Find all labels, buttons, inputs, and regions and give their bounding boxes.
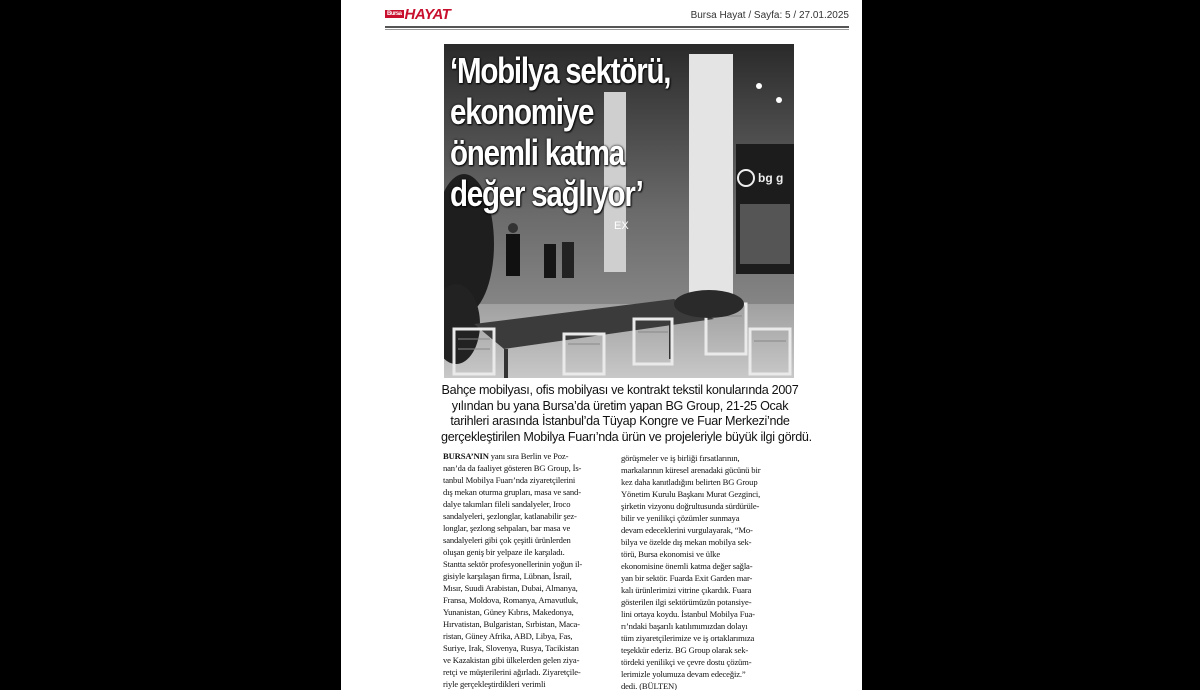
body-line: retçi ve müşterilerini ağırladı. Ziyaretçile-	[443, 667, 581, 677]
body-line: lini ortaya koydu. İstanbul Mobilya Fua-	[621, 609, 755, 619]
body-line: ristan, Güney Afrika, ABD, Libya, Fas,	[443, 631, 573, 641]
body-line: longlar, şezlong sehpaları, bar masa ve	[443, 523, 571, 533]
body-line: riyle gerçekleştirdikleri verimli	[443, 679, 546, 689]
stand-sign-ex: EX	[614, 220, 629, 232]
body-line: Fransa, Moldova, Romanya, Arnavutluk,	[443, 595, 579, 605]
body-line: kalı ürünlerimizi vitrine çıkardık. Fuara	[621, 585, 752, 595]
headline	[450, 50, 729, 214]
body-line: dış mekan oturma grupları, masa ve sand-	[443, 487, 581, 497]
body-line: törü, Bursa ekonomisi ve ülke	[621, 549, 720, 559]
body-line: devam edeceklerini vurgulayarak, “Mo-	[621, 525, 753, 535]
issue-info: Bursa Hayat / Sayfa: 5 / 27.01.2025	[690, 10, 849, 21]
body-line: Yunanistan, Güney Kıbrıs, Makedonya,	[443, 607, 574, 617]
dropcap: BURSA’NIN	[443, 451, 489, 461]
logo-text: HAYAT	[404, 6, 451, 23]
body-line: sandalyeleri, şezlonglar, katlanabilir şez-	[443, 511, 577, 521]
body-line: ekonomisine önemli katma değer sağla-	[621, 561, 753, 571]
body-line: sandalyeleri gibi çok çeşitli ürünlerden	[443, 535, 571, 545]
body-line: bilya ve özelde dış mekan mobilya sek-	[621, 537, 752, 547]
body-line: tördeki yenilikçi ve çevre dostu çözüm-	[621, 657, 752, 667]
logo-prefix: Bursa	[387, 11, 402, 17]
body-line: Yönetim Kurulu Başkanı Murat Gezginci,	[621, 489, 761, 499]
body-line: gösterilen ilgi sektörümüzün potansiye-	[621, 597, 752, 607]
body-line: Hırvatistan, Bulgaristan, Sırbistan, Maca-	[443, 619, 580, 629]
headline-line: önemli katma	[450, 132, 624, 173]
body-line: lerimizle yolumuza devam edeceğiz.”	[621, 669, 746, 679]
body-line: dalye takımları fileli sandalyeler, Iroco	[443, 499, 571, 509]
body-line: nan’da da faaliyet gösteren BG Group, İs-	[443, 463, 582, 473]
lead-paragraph	[441, 383, 812, 445]
first-line	[443, 450, 569, 462]
lead-line: tarihleri arasında İstanbul’da Tüyap Kongre ve Fuar Merkezi’nde	[450, 414, 790, 429]
body-line: tüm ziyaretçilerimize ve iş ortaklarımıza	[621, 633, 755, 643]
body-line: Suriye, Irak, Slovenya, Rusya, Tacikistan	[443, 643, 579, 653]
headline-line: ‘Mobilya sektörü,	[450, 50, 671, 91]
body-line: tanbul Mobilya Fuarı’nda ziyaretçilerini	[443, 475, 576, 485]
body-line: şirketin vizyonu doğrultusunda sürdürüle-	[621, 501, 760, 511]
body-column-2	[621, 452, 791, 690]
body-line: yan bir sektör. Fuarda Exit Garden mar-	[621, 573, 753, 583]
header-rule-thin	[385, 29, 849, 30]
headline-line: ekonomiye	[450, 91, 594, 132]
body-column-1	[443, 450, 583, 690]
header-rule	[385, 26, 849, 28]
body-line: yanı sıra Berlin ve Poz-	[488, 451, 569, 461]
newspaper-logo	[385, 6, 450, 24]
body-line: görüşmeler ve iş birliği fırsatlarının,	[621, 453, 740, 463]
headline-line: değer sağlıyor’	[450, 173, 643, 214]
article-photo	[444, 44, 794, 378]
stand-sign-bg: bg g	[758, 171, 784, 185]
lead-line: Bahçe mobilyası, ofis mobilyası ve kontrakt tekstil konularında 2007	[441, 383, 799, 397]
lead-line: yılından bu yana Bursa’da üretim yapan BG Group, 21-25 Ocak	[451, 398, 789, 413]
body-line: ve Kazakistan gibi ülkelerden gelen ziya-	[443, 655, 580, 665]
body-line: markalarının küresel arenadaki gücünü bir	[621, 465, 761, 475]
body-line: bilir ve yenilikçi çözümler sunmaya	[621, 513, 740, 523]
lead-line: gerçekleştirilen Mobilya Fuarı’nda ürün ve projeleriyle büyük ilgi gördü.	[441, 429, 812, 444]
body-line: rı’ndaki başarılı katılımımızdan dolayı	[621, 621, 748, 631]
body-line: teşekkür ederiz. BG Group olarak sek-	[621, 645, 749, 655]
body-line: Mısır, Suudi Arabistan, Dubai, Almanya,	[443, 583, 578, 593]
body-line: oluşan geniş bir yelpaze ile karşıladı.	[443, 547, 565, 557]
body-line: kez daha kanıtladığını belirten BG Group	[621, 477, 758, 487]
body-line: dedi. (BÜLTEN)	[621, 681, 677, 690]
body-line: gisiyle karşılaşan firma, Lübnan, İsrail,	[443, 571, 572, 581]
body-line: Stantta sektör profesyonellerinin yoğun il-	[443, 559, 583, 569]
newspaper-clipping	[341, 0, 862, 690]
